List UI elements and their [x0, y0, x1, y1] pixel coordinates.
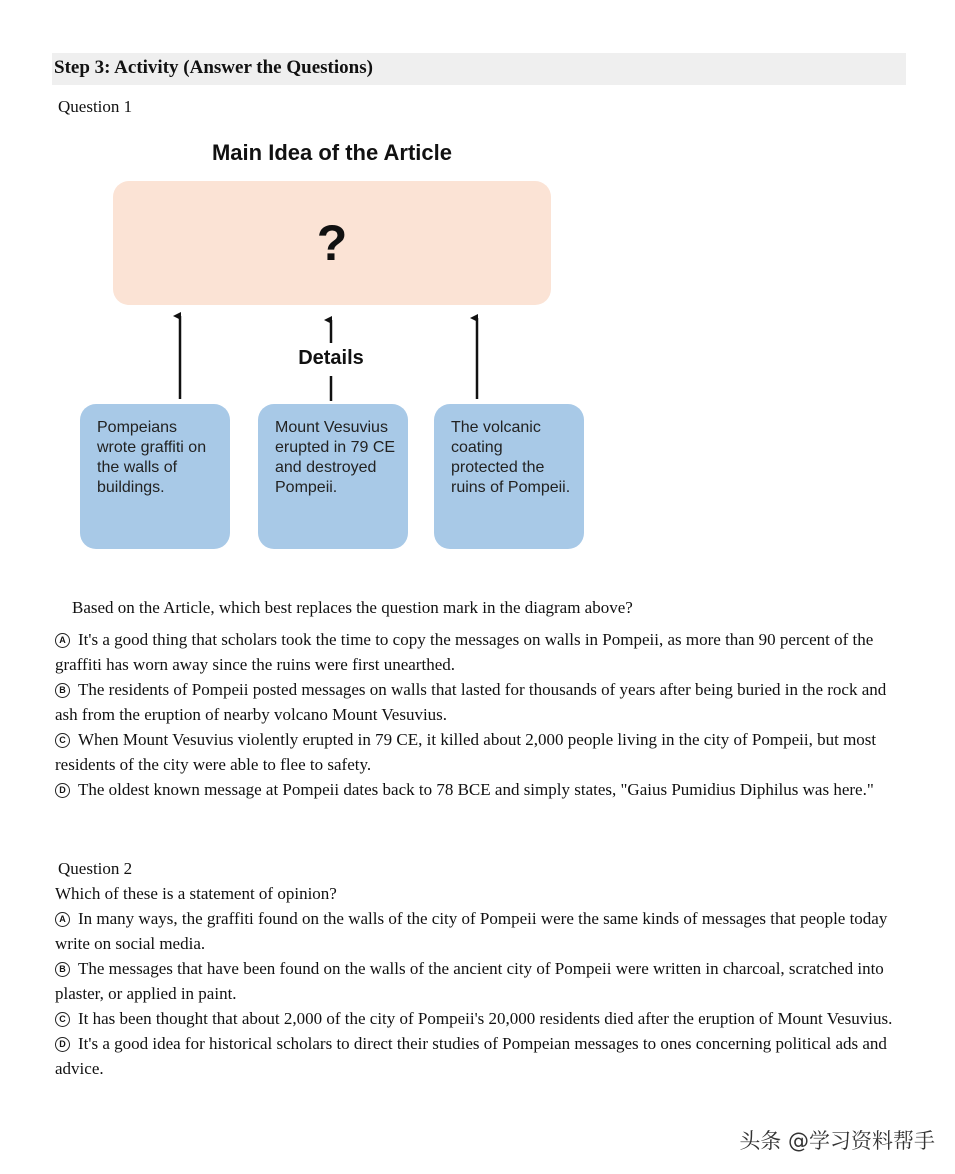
- question1-prompt: Based on the Article, which best replaces the question mark in the diagram above?: [72, 598, 633, 617]
- option-text: In many ways, the graffiti found on the walls of the city of Pompeii were the same kinds of messages that people today write on social media.: [55, 909, 888, 953]
- option-text: The residents of Pompeii posted messages on walls that lasted for thousands of years after being buried in the rock and ash from the eruption of nearby volcano Mount Vesuvius.: [55, 680, 887, 724]
- option-text: The messages that have been found on the walls of the ancient city of Pompeii were written in charcoal, scratched into plaster, or applied in paint.: [55, 959, 884, 1003]
- question2-prompt: Which of these is a statement of opinion?: [55, 884, 337, 903]
- question2-option-b[interactable]: [55, 956, 895, 1006]
- diagram-title: Main Idea of the Article: [211, 140, 452, 165]
- option-letter-circle: A: [55, 633, 70, 648]
- question1-option-b[interactable]: [55, 677, 895, 727]
- watermark: 头条 @学习资料帮手: [739, 1129, 935, 1153]
- question1-label: Question 1: [58, 97, 133, 116]
- question2-block: [55, 856, 895, 1081]
- question1-option-d[interactable]: [55, 777, 895, 802]
- question2-label: Question 2: [58, 859, 133, 878]
- detail-box-3: The volcanic coating protected the ruins of Pompeii.: [434, 404, 584, 549]
- main-idea-question-mark: ?: [316, 215, 348, 271]
- option-text: It's a good idea for historical scholars to direct their studies of Pompeian messages to ones concerning political ads and advice.: [55, 1034, 887, 1078]
- details-label: Details: [298, 347, 364, 369]
- step-header-text: Step 3: Activity (Answer the Questions): [54, 57, 373, 78]
- option-text: It has been thought that about 2,000 of the city of Pompeii's 20,000 residents died after the eruption of Mount Vesuvius.: [78, 1009, 893, 1028]
- option-letter-circle: C: [55, 1012, 70, 1027]
- option-letter-circle: B: [55, 962, 70, 977]
- option-text: The oldest known message at Pompeii dates back to 78 BCE and simply states, "Gaius Pumidius Diphilus was here.": [78, 780, 874, 799]
- question2-option-d[interactable]: [55, 1031, 895, 1081]
- option-letter-circle: A: [55, 912, 70, 927]
- detail-box-1: Pompeians wrote graffiti on the walls of buildings.: [80, 404, 230, 549]
- option-letter-circle: C: [55, 733, 70, 748]
- option-text: It's a good thing that scholars took the time to copy the messages on walls in Pompeii, as more than 90 percent of the graffiti has worn away since the ruins were first unearthed.: [55, 630, 874, 674]
- question1-option-c[interactable]: [55, 727, 895, 777]
- option-letter-circle: D: [55, 1037, 70, 1052]
- detail-box-2: Mount Vesuvius erupted in 79 CE and destroyed Pompeii.: [258, 404, 408, 549]
- option-letter-circle: D: [55, 783, 70, 798]
- question1-option-a[interactable]: [55, 627, 895, 677]
- option-letter-circle: B: [55, 683, 70, 698]
- question1-options: [55, 627, 895, 802]
- option-text: When Mount Vesuvius violently erupted in 79 CE, it killed about 2,000 people living in the city of Pompeii, but most residents of the city were able to flee to safety.: [55, 730, 877, 774]
- question2-option-a[interactable]: [55, 906, 895, 956]
- question2-option-c[interactable]: [55, 1006, 895, 1031]
